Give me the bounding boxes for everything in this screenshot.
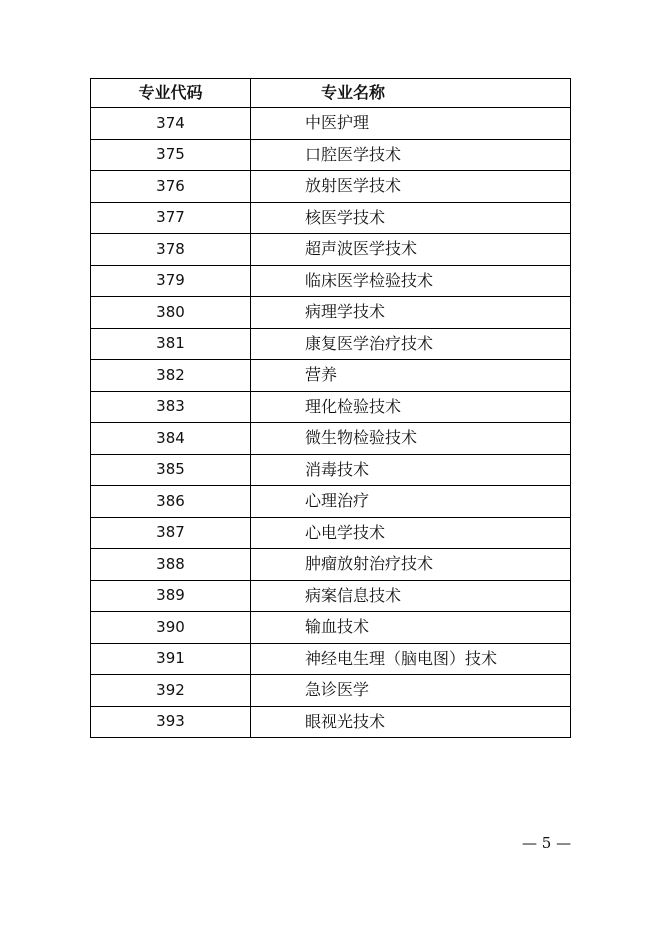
- major-code-cell: 376: [91, 171, 251, 203]
- major-name-cell: 微生物检验技术: [251, 423, 571, 455]
- major-name-cell: 核医学技术: [251, 202, 571, 234]
- major-code-cell: 388: [91, 549, 251, 581]
- table-row: [91, 612, 571, 644]
- major-name-cell: 急诊医学: [251, 675, 571, 707]
- major-name-cell: 心理治疗: [251, 486, 571, 518]
- major-code-cell: 374: [91, 108, 251, 140]
- major-name-cell: 康复医学治疗技术: [251, 328, 571, 360]
- major-code-cell: 384: [91, 423, 251, 455]
- major-name-cell: 肿瘤放射治疗技术: [251, 549, 571, 581]
- table-row: [91, 423, 571, 455]
- major-name-cell: 病案信息技术: [251, 580, 571, 612]
- major-code-cell: 385: [91, 454, 251, 486]
- table-row: [91, 360, 571, 392]
- table-row: [91, 391, 571, 423]
- major-code-cell: 380: [91, 297, 251, 329]
- major-code-cell: 379: [91, 265, 251, 297]
- page-number: — 5 —: [522, 834, 572, 852]
- table-row: [91, 108, 571, 140]
- major-name-cell: 口腔医学技术: [251, 139, 571, 171]
- table-row: [91, 675, 571, 707]
- major-code-cell: 389: [91, 580, 251, 612]
- major-code-cell: 392: [91, 675, 251, 707]
- major-code-cell: 381: [91, 328, 251, 360]
- major-code-cell: 375: [91, 139, 251, 171]
- major-code-cell: 393: [91, 706, 251, 738]
- table-row: [91, 139, 571, 171]
- table-row: [91, 454, 571, 486]
- table-row: [91, 706, 571, 738]
- table-row: [91, 328, 571, 360]
- major-code-table: [90, 78, 571, 738]
- table-header-row: [91, 79, 571, 108]
- major-code-cell: 386: [91, 486, 251, 518]
- major-name-cell: 中医护理: [251, 108, 571, 140]
- major-name-cell: 超声波医学技术: [251, 234, 571, 266]
- major-code-cell: 382: [91, 360, 251, 392]
- header-major-name: 专业名称: [251, 79, 571, 108]
- header-major-code: 专业代码: [91, 79, 251, 108]
- major-code-cell: 391: [91, 643, 251, 675]
- table-body: [91, 108, 571, 738]
- table-row: [91, 171, 571, 203]
- table-row: [91, 265, 571, 297]
- major-name-cell: 眼视光技术: [251, 706, 571, 738]
- table-row: [91, 297, 571, 329]
- major-name-cell: 临床医学检验技术: [251, 265, 571, 297]
- major-code-cell: 387: [91, 517, 251, 549]
- major-code-cell: 383: [91, 391, 251, 423]
- table-row: [91, 234, 571, 266]
- major-name-cell: 理化检验技术: [251, 391, 571, 423]
- major-code-cell: 377: [91, 202, 251, 234]
- table-row: [91, 580, 571, 612]
- major-name-cell: 放射医学技术: [251, 171, 571, 203]
- major-code-cell: 378: [91, 234, 251, 266]
- major-name-cell: 病理学技术: [251, 297, 571, 329]
- table-row: [91, 643, 571, 675]
- table-row: [91, 202, 571, 234]
- major-name-cell: 消毒技术: [251, 454, 571, 486]
- major-name-cell: 营养: [251, 360, 571, 392]
- table-row: [91, 486, 571, 518]
- major-name-cell: 心电学技术: [251, 517, 571, 549]
- major-name-cell: 神经电生理（脑电图）技术: [251, 643, 571, 675]
- major-name-cell: 输血技术: [251, 612, 571, 644]
- major-code-cell: 390: [91, 612, 251, 644]
- table-row: [91, 549, 571, 581]
- table-row: [91, 517, 571, 549]
